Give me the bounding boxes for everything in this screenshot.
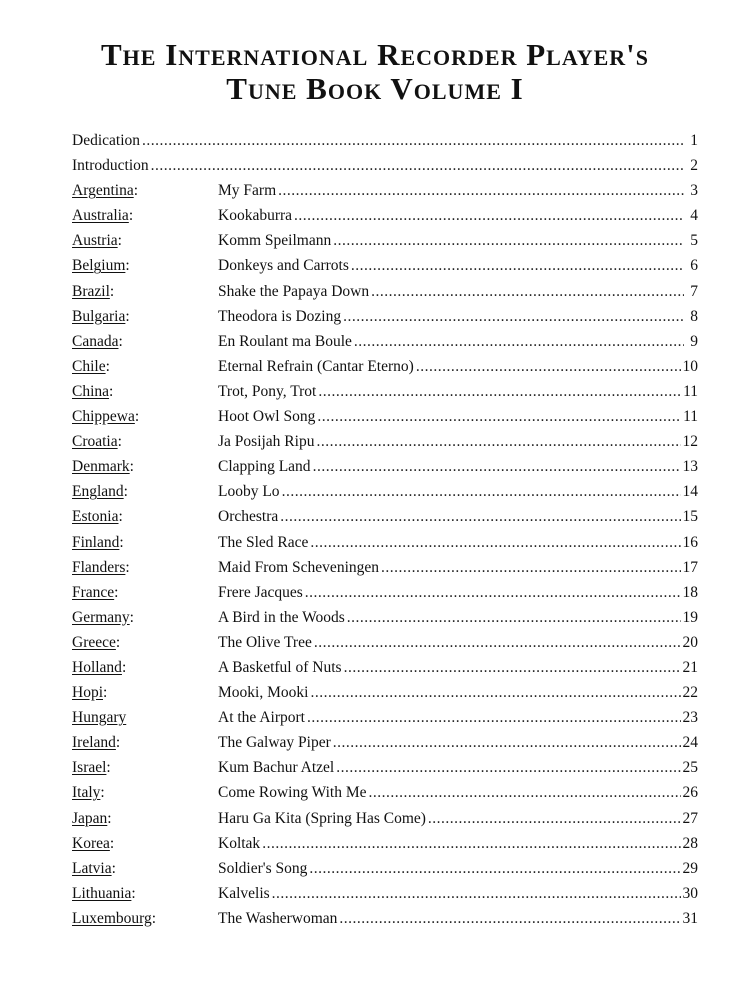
dot-leader [354,329,684,354]
dot-leader [310,680,680,705]
country-cell [72,479,128,504]
page-number: 13 [682,458,698,476]
dot-leader [369,780,681,805]
country-separator: : [117,433,122,451]
country-cell [72,253,130,278]
tune-title: Donkeys and Carrots [218,257,349,275]
tune-title: The Washerwoman [218,909,338,927]
toc-entry-introduction[interactable] [72,153,698,178]
dot-leader [333,730,681,755]
dot-leader [416,354,681,379]
page-number: 4 [690,207,698,225]
page-number: 8 [690,307,698,325]
country-name[interactable]: Flanders [72,558,126,576]
dot-leader [272,881,681,906]
page-number: 26 [682,784,698,802]
tune-title: Trot, Pony, Trot [218,382,317,400]
country-separator: : [125,257,130,275]
page-number: 22 [682,684,698,702]
country-name[interactable]: Luxembourg [72,909,152,927]
tune-title: A Basketful of Nuts [218,658,342,676]
dot-leader [381,555,680,580]
dot-leader [313,454,681,479]
country-name[interactable]: France [72,583,115,601]
toc-entry[interactable] [72,630,698,655]
tune-title: Maid From Scheveningen [218,558,380,576]
country-cell [72,705,126,730]
toc-entry[interactable] [72,856,698,881]
tune-title: Theodora is Dozing [218,307,342,325]
country-separator: : [115,633,121,651]
dot-leader [151,153,684,178]
toc-entry[interactable] [72,605,698,630]
country-cell [72,178,138,203]
country-name[interactable]: Croatia [72,433,118,451]
page-number: 18 [682,583,698,601]
country-name[interactable]: Holland [72,658,122,676]
country-name[interactable]: Hopi [72,684,103,702]
toc-entry[interactable] [72,705,698,730]
page-number: 7 [690,282,698,300]
tune-title: Ja Posijah Ripu [218,433,315,451]
country-name[interactable]: Ireland [72,734,116,752]
page-number: 14 [682,483,698,501]
page-number: 15 [682,508,698,526]
dot-leader [307,705,681,730]
country-cell [72,279,114,304]
country-separator: : [121,658,127,676]
country-separator: : [131,884,136,902]
tune-title: Eternal Refrain (Cantar Eterno) [218,357,414,375]
toc-entry[interactable] [72,203,698,228]
tune-title: A Bird in the Woods [218,608,345,626]
toc-entry[interactable] [72,780,698,805]
page-number: 16 [682,533,698,551]
country-name[interactable]: Lithuania [72,884,132,902]
toc-entry[interactable] [72,906,698,931]
toc-entry[interactable] [72,379,698,404]
page-number: 1 [690,132,698,149]
page-number: 20 [682,633,698,651]
page-number: 29 [682,859,698,877]
dot-leader [262,831,680,856]
toc-entry[interactable] [72,504,698,529]
country-cell [72,655,126,680]
tune-title: Soldier's Song [218,859,308,877]
country-cell [72,630,120,655]
country-name[interactable]: Chile [72,357,106,375]
country-separator: : [134,408,140,426]
country-cell [72,354,110,379]
country-name[interactable]: Chippewa [72,408,135,426]
toc-entry[interactable] [72,354,698,379]
page-number: 17 [682,558,698,576]
country-cell [72,304,130,329]
page-number: 9 [690,332,698,350]
dot-leader [282,479,681,504]
tune-title: Looby Lo [218,483,280,501]
country-separator: : [125,307,130,325]
page-number: 11 [683,408,698,426]
toc-entry[interactable] [72,580,698,605]
country-name[interactable]: Italy [72,784,101,802]
toc-label: Dedication [72,132,141,149]
country-cell [72,806,112,831]
tune-title: The Galway Piper [218,734,331,752]
country-name[interactable]: Latvia [72,859,112,877]
country-separator: : [109,282,115,300]
country-cell [72,379,113,404]
tune-title: Haru Ga Kita (Spring Has Come) [218,809,426,827]
country-name[interactable]: Estonia [72,508,119,526]
country-cell [72,856,116,881]
country-separator: : [128,207,134,225]
toc-entry-dedication[interactable] [72,128,698,153]
page-number: 3 [690,182,698,200]
country-separator: : [117,232,122,250]
country-name[interactable]: England [72,483,124,501]
book-title-line-2: Tune Book Volume I [226,71,524,106]
country-cell [72,228,122,253]
toc-entry[interactable] [72,454,698,479]
page-number: 2 [690,157,698,175]
country-cell [72,881,136,906]
country-separator: : [109,382,114,400]
toc-entry[interactable] [72,555,698,580]
toc-entry[interactable] [72,831,698,856]
tune-title: Come Rowing With Me [218,784,367,802]
toc-entry[interactable] [72,680,698,705]
country-separator: : [107,809,112,827]
dot-leader [278,178,684,203]
country-separator: : [125,558,130,576]
dot-leader [314,630,681,655]
page-number: 6 [690,257,698,275]
country-name[interactable]: Austria [72,232,118,250]
country-name[interactable]: Argentina [72,182,134,200]
page-number: 28 [682,834,698,852]
table-of-contents [72,128,698,931]
country-separator: : [106,759,111,777]
country-name[interactable]: Brazil [72,282,110,300]
tune-title: Komm Speilmann [218,232,332,250]
country-name[interactable]: Belgium [72,257,126,275]
country-name[interactable]: Korea [72,834,110,852]
country-separator: : [119,533,124,551]
page-number: 19 [682,608,698,626]
country-cell [72,429,122,454]
dot-leader [316,429,680,454]
country-separator: : [129,608,134,626]
country-separator: : [105,357,110,375]
tune-title: Shake the Papaya Down [218,282,370,300]
tune-title: Clapping Land [218,458,311,476]
country-cell [72,504,123,529]
toc-entry[interactable] [72,253,698,278]
country-separator: : [109,834,115,852]
country-name[interactable]: Bulgaria [72,307,126,325]
tune-title: Mooki, Mooki [218,684,309,702]
tune-title: Orchestra [218,508,279,526]
country-cell [72,454,134,479]
country-name[interactable]: China [72,382,110,400]
country-name[interactable]: Hungary [72,709,127,727]
toc-entry[interactable] [72,228,698,253]
country-name[interactable]: Canada [72,332,119,350]
country-cell [72,555,130,580]
dot-leader [347,605,681,630]
dot-leader [318,379,681,404]
page-number: 27 [682,809,698,827]
toc-label: Introduction [72,157,149,175]
country-separator: : [118,508,123,526]
country-cell [72,329,123,354]
dot-leader [294,203,684,228]
country-name[interactable]: Germany [72,608,130,626]
country-separator: : [118,332,123,350]
dot-leader [305,580,681,605]
country-cell [72,680,107,705]
country-cell [72,580,118,605]
country-cell [72,831,114,856]
country-separator: : [100,784,105,802]
page-number: 21 [682,658,698,676]
dot-leader [280,504,680,529]
country-name[interactable]: Japan [72,809,108,827]
tune-title: My Farm [218,182,277,200]
dot-leader [371,279,684,304]
dot-leader [309,856,680,881]
page-number: 24 [682,734,698,752]
country-name[interactable]: Denmark [72,458,130,476]
country-separator: : [151,909,157,927]
page-number: 30 [682,884,698,902]
toc-entry[interactable] [72,730,698,755]
page-number: 5 [690,232,698,250]
country-separator: : [111,859,116,877]
page-number: 25 [682,759,698,777]
page-number: 12 [682,433,698,451]
dot-leader [310,530,680,555]
country-separator: : [114,583,119,601]
tune-title: The Sled Race [218,533,309,551]
tune-title: Kookaburra [218,207,293,225]
country-cell [72,605,134,630]
page-number: 23 [682,709,698,727]
tune-title: Kalvelis [218,884,270,902]
country-separator: : [103,684,108,702]
book-title-line-1: The International Recorder Player's [100,37,649,72]
country-cell [72,530,124,555]
dot-leader [339,906,680,931]
dot-leader [428,806,681,831]
page-number: 31 [682,909,698,927]
country-cell [72,203,133,228]
country-cell [72,755,111,780]
country-separator: : [129,458,134,476]
toc-entry[interactable] [72,530,698,555]
toc-entry[interactable] [72,404,698,429]
toc-entry[interactable] [72,429,698,454]
tune-title: Hoot Owl Song [218,408,316,426]
toc-entry[interactable] [72,655,698,680]
tune-title: Frere Jacques [218,583,303,601]
dot-leader [333,228,684,253]
dot-leader [317,404,681,429]
dot-leader [351,253,684,278]
country-name[interactable]: Israel [72,759,107,777]
country-cell [72,730,120,755]
toc-entry[interactable] [72,329,698,354]
tune-title: At the Airport [218,709,305,727]
toc-entry[interactable] [72,881,698,906]
country-name[interactable]: Finland [72,533,120,551]
country-cell [72,906,156,931]
toc-entry[interactable] [72,304,698,329]
toc-entry[interactable] [72,479,698,504]
country-separator: : [115,734,121,752]
tune-title: Kum Bachur Atzel [218,759,335,777]
tune-title: Koltak [218,834,261,852]
page-number: 11 [683,382,698,400]
toc-entry[interactable] [72,279,698,304]
dot-leader [344,655,681,680]
country-name[interactable]: Australia [72,207,129,225]
toc-entry[interactable] [72,806,698,831]
page-number: 10 [682,357,698,375]
country-name[interactable]: Greece [72,633,116,651]
country-separator: : [133,182,139,200]
country-cell [72,404,139,429]
tune-title: The Olive Tree [218,633,312,651]
dot-leader [336,755,680,780]
tune-title: En Roulant ma Boule [218,332,352,350]
dot-leader [343,304,684,329]
country-separator: : [123,483,128,501]
dot-leader [142,128,684,153]
country-cell [72,780,105,805]
toc-entry[interactable] [72,755,698,780]
toc-entry[interactable] [72,178,698,203]
